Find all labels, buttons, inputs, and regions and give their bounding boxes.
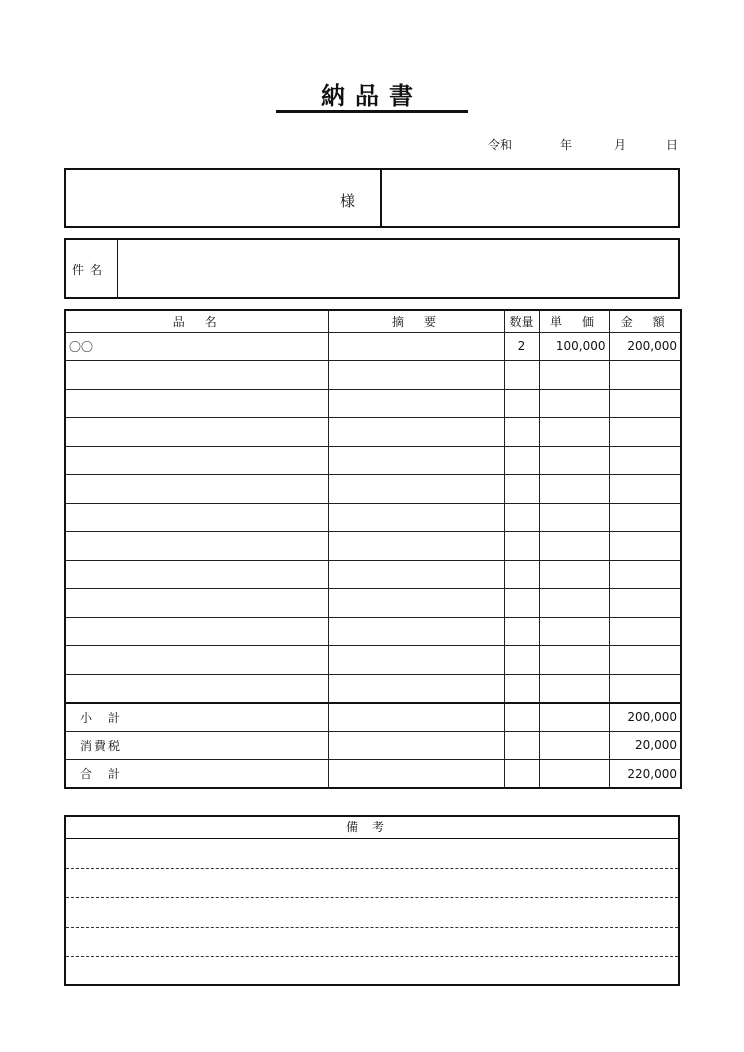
price-cell[interactable]: [539, 617, 609, 646]
qty-cell[interactable]: [504, 646, 539, 675]
price-cell[interactable]: [539, 674, 609, 703]
item-cell[interactable]: [65, 503, 328, 532]
amount-cell[interactable]: [609, 532, 681, 561]
price-cell[interactable]: [539, 475, 609, 504]
total-row: [65, 760, 681, 789]
qty-cell[interactable]: [504, 446, 539, 475]
subject-box[interactable]: [64, 238, 680, 299]
desc-cell[interactable]: [328, 446, 504, 475]
qty-cell[interactable]: [504, 361, 539, 390]
amount-cell[interactable]: [609, 418, 681, 447]
table-row: [65, 446, 681, 475]
tax-row: [65, 731, 681, 760]
notes-line: [66, 897, 678, 898]
item-cell[interactable]: [65, 560, 328, 589]
table-row: [65, 475, 681, 504]
recipient-box[interactable]: [64, 168, 680, 228]
amount-cell[interactable]: [609, 646, 681, 675]
qty-cell[interactable]: [504, 589, 539, 618]
item-cell[interactable]: [65, 646, 328, 675]
amount-cell[interactable]: 200,000: [609, 332, 681, 361]
qty-cell[interactable]: [504, 503, 539, 532]
qty-cell[interactable]: [504, 617, 539, 646]
subtotal-amount[interactable]: 200,000: [609, 703, 681, 732]
subtotal-row: [65, 703, 681, 732]
amount-cell[interactable]: [609, 475, 681, 504]
notes-line: [66, 956, 678, 957]
item-cell[interactable]: [65, 361, 328, 390]
cell[interactable]: [539, 731, 609, 760]
price-cell[interactable]: [539, 503, 609, 532]
cell[interactable]: [504, 731, 539, 760]
price-cell[interactable]: [539, 361, 609, 390]
document-title: 納品書: [321, 82, 423, 110]
cell[interactable]: [504, 760, 539, 789]
desc-cell[interactable]: [328, 646, 504, 675]
title-underline: [276, 110, 468, 113]
table-row: [65, 532, 681, 561]
desc-cell[interactable]: [328, 418, 504, 447]
date-day: 日: [666, 138, 679, 152]
qty-cell[interactable]: [504, 560, 539, 589]
qty-cell[interactable]: [504, 389, 539, 418]
table-row: [65, 674, 681, 703]
item-cell[interactable]: [65, 475, 328, 504]
qty-cell[interactable]: [504, 475, 539, 504]
item-cell[interactable]: [65, 617, 328, 646]
items-table: [64, 309, 682, 789]
date-year: 年: [560, 138, 573, 152]
desc-cell[interactable]: [328, 475, 504, 504]
header-price: 単 価: [539, 310, 609, 332]
amount-cell[interactable]: [609, 446, 681, 475]
item-cell[interactable]: [65, 674, 328, 703]
notes-line: [66, 927, 678, 928]
notes-box[interactable]: [64, 815, 680, 986]
amount-cell[interactable]: [609, 389, 681, 418]
header-item: 品 名: [65, 310, 328, 332]
table-header-row: [65, 310, 681, 332]
total-label: 合 計: [65, 760, 328, 789]
desc-cell[interactable]: [328, 389, 504, 418]
table-row: [65, 503, 681, 532]
desc-cell[interactable]: [328, 503, 504, 532]
header-qty: 数量: [504, 310, 539, 332]
desc-cell[interactable]: [328, 361, 504, 390]
item-cell[interactable]: [65, 589, 328, 618]
desc-cell[interactable]: [328, 532, 504, 561]
desc-cell[interactable]: [328, 560, 504, 589]
price-cell[interactable]: [539, 589, 609, 618]
item-cell[interactable]: 〇〇: [65, 332, 328, 361]
amount-cell[interactable]: [609, 503, 681, 532]
qty-cell[interactable]: [504, 674, 539, 703]
desc-cell[interactable]: [328, 589, 504, 618]
table-row: [65, 560, 681, 589]
item-cell[interactable]: [65, 418, 328, 447]
desc-cell[interactable]: [328, 674, 504, 703]
recipient-suffix: 様: [340, 192, 356, 210]
subject-divider: [117, 238, 118, 299]
table-row: [65, 418, 681, 447]
header-amount: 金 額: [609, 310, 681, 332]
tax-amount[interactable]: 20,000: [609, 731, 681, 760]
subtotal-label: 小 計: [65, 703, 328, 732]
tax-label: 消費税: [65, 731, 328, 760]
desc-cell[interactable]: [328, 332, 504, 361]
item-cell[interactable]: [65, 389, 328, 418]
recipient-divider: [380, 168, 382, 228]
cell[interactable]: [328, 703, 504, 732]
desc-cell[interactable]: [328, 617, 504, 646]
qty-cell[interactable]: [504, 532, 539, 561]
price-cell[interactable]: [539, 646, 609, 675]
notes-line: [66, 868, 678, 869]
table-row: [65, 646, 681, 675]
price-cell[interactable]: [539, 418, 609, 447]
date-month: 月: [614, 138, 627, 152]
cell[interactable]: [539, 760, 609, 789]
cell[interactable]: [328, 760, 504, 789]
item-cell[interactable]: [65, 532, 328, 561]
total-amount[interactable]: 220,000: [609, 760, 681, 789]
cell[interactable]: [539, 703, 609, 732]
price-cell[interactable]: [539, 532, 609, 561]
item-cell[interactable]: [65, 446, 328, 475]
subject-label: 件名: [72, 263, 109, 277]
qty-cell[interactable]: 2: [504, 332, 539, 361]
table-row: [65, 389, 681, 418]
amount-cell[interactable]: [609, 361, 681, 390]
cell[interactable]: [504, 703, 539, 732]
header-desc: 摘 要: [328, 310, 504, 332]
price-cell[interactable]: [539, 446, 609, 475]
price-cell[interactable]: [539, 389, 609, 418]
table-row: [65, 589, 681, 618]
cell[interactable]: [328, 731, 504, 760]
table-row: [65, 332, 681, 361]
amount-cell[interactable]: [609, 589, 681, 618]
amount-cell[interactable]: [609, 560, 681, 589]
price-cell[interactable]: 100,000: [539, 332, 609, 361]
table-row: [65, 617, 681, 646]
qty-cell[interactable]: [504, 418, 539, 447]
table-row: [65, 361, 681, 390]
date-era: 令和: [488, 138, 513, 152]
notes-label: 備考: [64, 815, 680, 839]
amount-cell[interactable]: [609, 617, 681, 646]
price-cell[interactable]: [539, 560, 609, 589]
amount-cell[interactable]: [609, 674, 681, 703]
